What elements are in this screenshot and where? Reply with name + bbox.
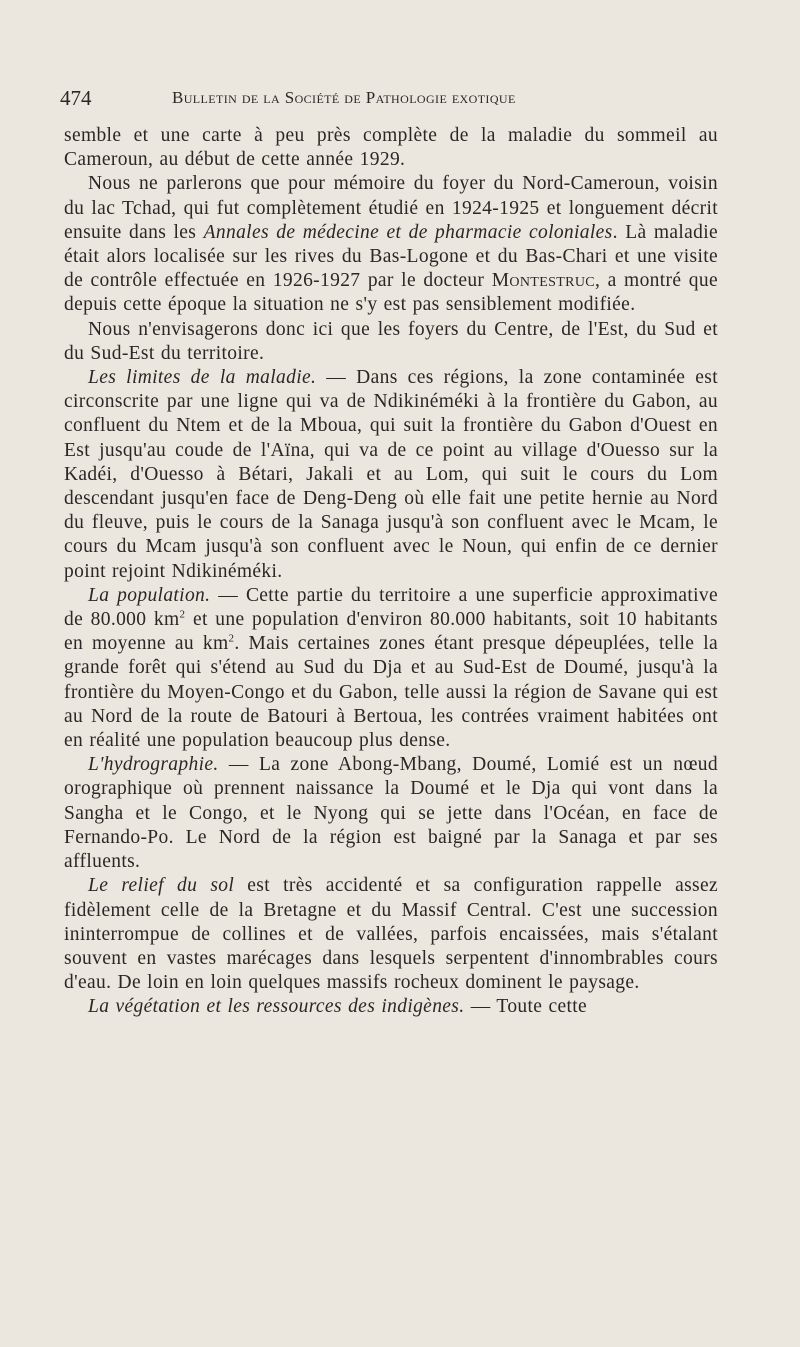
paragraph-text: et une population d'environ 80.000 habitants, soit 10 habitants en moyenne au km <box>64 609 719 655</box>
paragraph-1 <box>64 124 718 172</box>
section-heading: L'hydrographie. <box>88 754 219 776</box>
section-heading: Les limites de la maladie. <box>88 367 317 389</box>
paragraph-text: . Mais certaines zones étant presque dépeuplées, telle la grande forêt qui s'étend au Sud du Dja et au Sud-Est de Doumé, jusqu'à la frontière du Moyen-Congo et du Gabon, telle aussi la région de Savane qui est au Nord de la route de Batouri à Bertoua, les contrées vraiment habitées ont en réalité une population beaucoup plus dense. <box>64 633 718 752</box>
journal-title: Annales de médecine et de pharmacie coloniales <box>203 221 613 243</box>
paragraph-text: . Là maladie était alors localisée sur les rives du Bas-Logone et du Bas-Chari et une visite de contrôle effectuée en 1926-1927 par le docteur <box>64 221 718 292</box>
paragraph-7 <box>64 874 718 995</box>
paragraph-text: est très accidenté et sa configuration rappelle assez fidèlement celle de la Bretagne et du Massif Central. C'est une succession ininterrompue de collines et de vallées, parfois encaissées, mais s'étalant souvent en vastes marécages dans lesquels serpentent d'innombrables cours d'eau. De loin en loin quelques massifs rocheux dominent le paysage. <box>64 875 718 994</box>
paragraph-text: — La zone Abong-Mbang, Doumé, Lomié est un nœud orographique où prennent naissance la Doumé et le Dja qui vont dans la Sangha et le Congo, et le Nyong qui se jette dans l'Océan, en face de Fernando-Po. Le Nord de la région est baigné par la Sanaga et par ses affluents. <box>64 754 718 873</box>
body-text <box>64 124 718 1020</box>
paragraph-4 <box>64 366 718 584</box>
paragraph-8 <box>64 995 718 1019</box>
section-heading: La population. <box>88 584 211 606</box>
section-heading: La végétation et les ressources des indigènes. <box>88 996 465 1018</box>
paragraph-text: semble et une carte à peu près complète de la maladie du sommeil au Cameroun, au début de cette année 1929. <box>64 125 718 171</box>
paragraph-text: — Dans ces régions, la zone contaminée est circonscrite par une ligne qui va de Ndikinéméki à la frontière du Gabon, au confluent du Ntem et de la Mboua, qui suit la frontière du Gabon d'Ouest en Est jusqu'au coude de l'Aïna, qui va de ce point au village d'Ouesso sur la Kadéi, d'Ouesso à Bétari, Jakali et au Lom, qui suit le cours du Lom descendant jusqu'en face de Deng-Deng où elle fait une petite hernie au Nord du fleuve, puis le cours de la Sanaga jusqu'à son confluent avec le Mcam, le cours du Mcam jusqu'à son confluent avec le Noun, qui enfin de ce dernier point rejoint Ndikinéméki. <box>64 367 718 582</box>
paragraph-text: — Cette partie du territoire a une superficie approximative de 80.000 km <box>64 584 719 631</box>
section-heading: Le relief du sol <box>88 875 235 897</box>
running-title: Bulletin de la Société de Pathologie exotique <box>172 88 516 107</box>
paragraph-text: Nous ne parlerons que pour mémoire du foyer du Nord-Cameroun, voisin du lac Tchad, qui fut complètement étudié en 1924-1925 et longuement décrit ensuite dans les <box>64 173 718 243</box>
paragraph-3 <box>64 318 718 366</box>
paragraph-2 <box>64 172 718 317</box>
superscript: 2 <box>228 632 235 645</box>
page-header <box>60 86 720 116</box>
superscript: 2 <box>179 608 186 621</box>
author-name: Montestruc <box>491 270 595 292</box>
paragraph-text: Nous n'envisagerons donc ici que les foyers du Centre, de l'Est, du Sud et du Sud-Est du territoire. <box>64 318 718 364</box>
paragraph-6 <box>64 753 718 874</box>
page-number: 474 <box>60 86 92 110</box>
paragraph-5 <box>64 584 718 753</box>
paragraph-text: , a montré que depuis cette époque la situation ne s'y est pas sensiblement modifiée. <box>64 270 718 316</box>
paragraph-text: — Toute cette <box>464 996 588 1018</box>
